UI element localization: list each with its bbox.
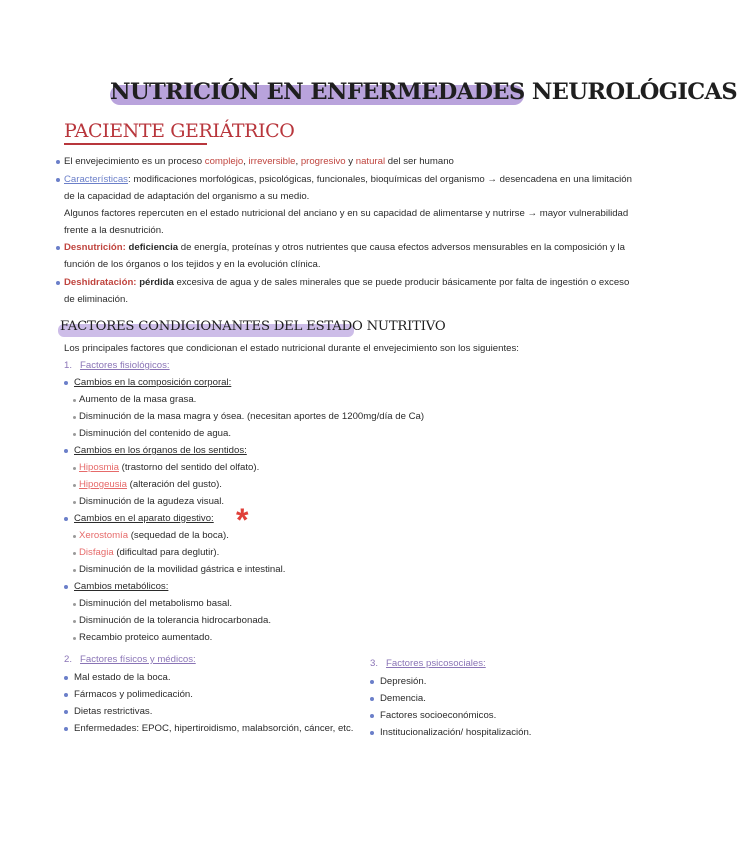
bullet-dot [64,727,68,731]
sub-bullet-dot [73,535,76,538]
subsection-psicosociales: 3. Factores psicosociales: [370,658,486,669]
bullet-dot [370,731,374,735]
sub-bullet-dot [73,467,76,470]
sub-bullet-dot [73,501,76,504]
paragraph-line: frente a la desnutrición. [64,225,164,236]
paragraph-proceso: El envejecimiento es un proceso complejo, irreversible, progresivo y natural del ser humano [64,156,454,167]
list-item: Disfagia (dificultad para deglutir). [79,547,220,558]
subsection-fisicos: 2. Factores físicos y médicos: [64,654,196,665]
paragraph-desnutricion: Desnutrición: deficiencia de energía, proteínas y otros nutrientes que causa efectos adversos mensurables en la composición y la [64,242,626,253]
page-title-text: NUTRICIÓN EN ENFERMEDADES NEUROLÓGICAS [110,79,737,105]
asterisk-mark: * [236,502,249,538]
paragraph-line: función de los órganos o los tejidos y en la evolución clínica. [64,259,321,270]
list-item: Aumento de la masa grasa. [79,394,197,405]
list-item: Hiposmia (trastorno del sentido del olfato). [79,462,260,473]
heading-underline [64,143,207,145]
paragraph-caracteristicas: Características: modificaciones morfológicas, psicológicas, funcionales, bioquímicas del organismo → desencadena en una limitación [64,174,632,185]
bullet-dot [370,714,374,718]
bullet-dot [64,676,68,680]
sub-bullet-dot [73,433,76,436]
bullet-dot [56,246,60,250]
paragraph-line: de la capacidad de adaptación del organismo a su medio. [64,191,310,202]
list-item: Factores socioeconómicos. [380,710,497,721]
bullet-dot [370,680,374,684]
bullet-dot [56,178,60,182]
group-title: Cambios en los órganos de los sentidos: [74,445,247,456]
sub-bullet-dot [73,620,76,623]
sub-bullet-dot [73,399,76,402]
group-title: Cambios en el aparato digestivo: [74,513,214,524]
sub-bullet-dot [73,552,76,555]
bullet-dot [64,517,68,521]
list-item: Dietas restrictivas. [74,706,153,717]
sub-bullet-dot [73,603,76,606]
list-item: Enfermedades: EPOC, hipertiroidismo, malabsorción, cáncer, etc. [74,723,354,734]
subsection-fisiologicos: 1. Factores fisiológicos: [64,360,170,371]
intro-text: Los principales factores que condicionan el estado nutricional durante el envejecimiento son los siguientes: [64,343,519,354]
paragraph-line: de eliminación. [64,294,128,305]
section-heading-factores [60,316,445,338]
group-title: Cambios en la composición corporal: [74,377,232,388]
section-heading-text: FACTORES CONDICIONANTES DEL ESTADO NUTRITIVO [60,319,446,334]
list-item: Institucionalización/ hospitalización. [380,727,532,738]
bullet-dot [64,381,68,385]
list-item: Xerostomía (sequedad de la boca). [79,530,229,541]
list-item: Disminución del contenido de agua. [79,428,232,439]
list-item: Mal estado de la boca. [74,672,171,683]
bullet-dot [56,281,60,285]
sub-bullet-dot [73,637,76,640]
paragraph-line: Algunos factores repercuten en el estado nutricional del anciano y en su capacidad de alimentarse y nutrirse → mayor vulnerabilidad [64,208,629,219]
list-item: Disminución de la tolerancia hidrocarbonada. [79,615,271,626]
list-item: Disminución de la movilidad gástrica e intestinal. [79,564,286,575]
bullet-dot [64,585,68,589]
list-item: Depresión. [380,676,427,687]
list-item: Demencia. [380,693,426,704]
bullet-dot [56,160,60,164]
list-item: Hipogeusia (alteración del gusto). [79,479,222,490]
page-title [110,76,737,108]
sub-bullet-dot [73,484,76,487]
sub-bullet-dot [73,569,76,572]
list-item: Disminución del metabolismo basal. [79,598,233,609]
list-item: Fármacos y polimedicación. [74,689,193,700]
paragraph-deshidratacion: Deshidratación: pérdida excesiva de agua y de sales minerales que se puede producir básicamente por falta de ingestión o exceso [64,277,630,288]
list-item: Disminución de la masa magra y ósea. (necesitan aportes de 1200mg/día de Ca) [79,411,425,422]
list-item: Recambio proteico aumentado. [79,632,213,643]
group-title: Cambios metabólicos: [74,581,169,592]
bullet-dot [64,693,68,697]
bullet-dot [64,710,68,714]
section-heading-geriatrico: PACIENTE GERIÁTRICO [64,120,295,142]
bullet-dot [370,697,374,701]
bullet-dot [64,449,68,453]
sub-bullet-dot [73,416,76,419]
list-item: Disminución de la agudeza visual. [79,496,225,507]
